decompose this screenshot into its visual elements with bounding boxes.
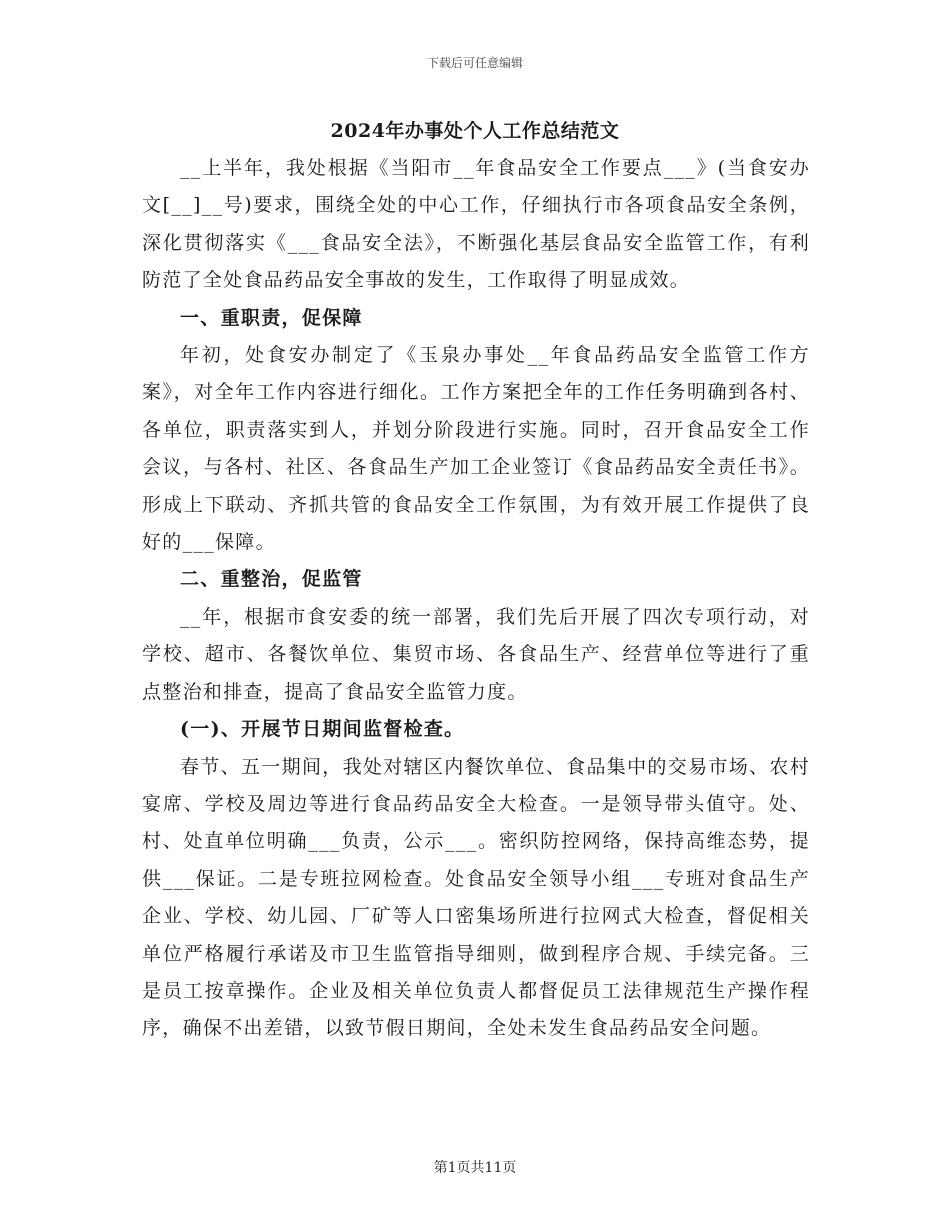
- document-body: [142, 150, 810, 1048]
- paragraph-section-1: 年初，处食安办制定了《玉泉办事处__年食品药品安全监管工作方案》，对全年工作内容进行细化。工作方案把全年的工作任务明确到各村、各单位，职责落实到人，并划分阶段进行实施。同时，召开食品安全工作会议，与各村、社区、各食品生产加工企业签订《食品药品安全责任书》。形成上下联动、齐抓共管的食品安全工作氛围，为有效开展工作提供了良好的___保障。: [142, 344, 810, 554]
- section-heading-2: 二、重整治，促监管: [180, 568, 363, 591]
- paragraph-intro: __上半年，我处根据《当阳市__年食品安全工作要点___》(当食安办文[__]__号)要求，围绕全处的中心工作，仔细执行市各项食品安全条例，深化贯彻落实《___食品安全法》，不断强化基层食品安全监管工作，有利防范了全处食品药品安全事故的发生，工作取得了明显成效。: [142, 157, 810, 292]
- paragraph-subsection-1: 春节、五一期间，我处对辖区内餐饮单位、食品集中的交易市场、农村宴席、学校及周边等进行食品药品安全大检查。一是领导带头值守。处、村、处直单位明确___负责，公示___。密织防控网络，保持高维态势，提供___保证。二是专班拉网检查。处食品安全领导小组___专班对食品生产企业、学校、幼儿园、厂矿等人口密集场所进行拉网式大检查，督促相关单位严格履行承诺及市卫生监管指导细则，做到程序合规、手续完备。三是员工按章操作。企业及相关单位负责人都督促员工法律规范生产操作程序，确保不出差错，以致节假日期间，全处未发生食品药品安全问题。: [142, 755, 810, 1040]
- header-note: 下载后可任意编辑: [426, 56, 523, 70]
- page-title: 2024年办事处个人工作总结范文: [330, 120, 620, 142]
- paragraph-section-2: __年，根据市食安委的统一部署，我们先后开展了四次专项行动，对学校、超市、各餐饮单位、集贸市场、各食品生产、经营单位等进行了重点整治和排查，提高了食品安全监管力度。: [142, 605, 810, 703]
- subsection-heading-1: (一)、开展节日期间监督检查。: [180, 718, 465, 741]
- page-footer: 第1页共11页: [433, 1160, 517, 1176]
- section-heading-1: 一、重职责，促保障: [180, 306, 363, 329]
